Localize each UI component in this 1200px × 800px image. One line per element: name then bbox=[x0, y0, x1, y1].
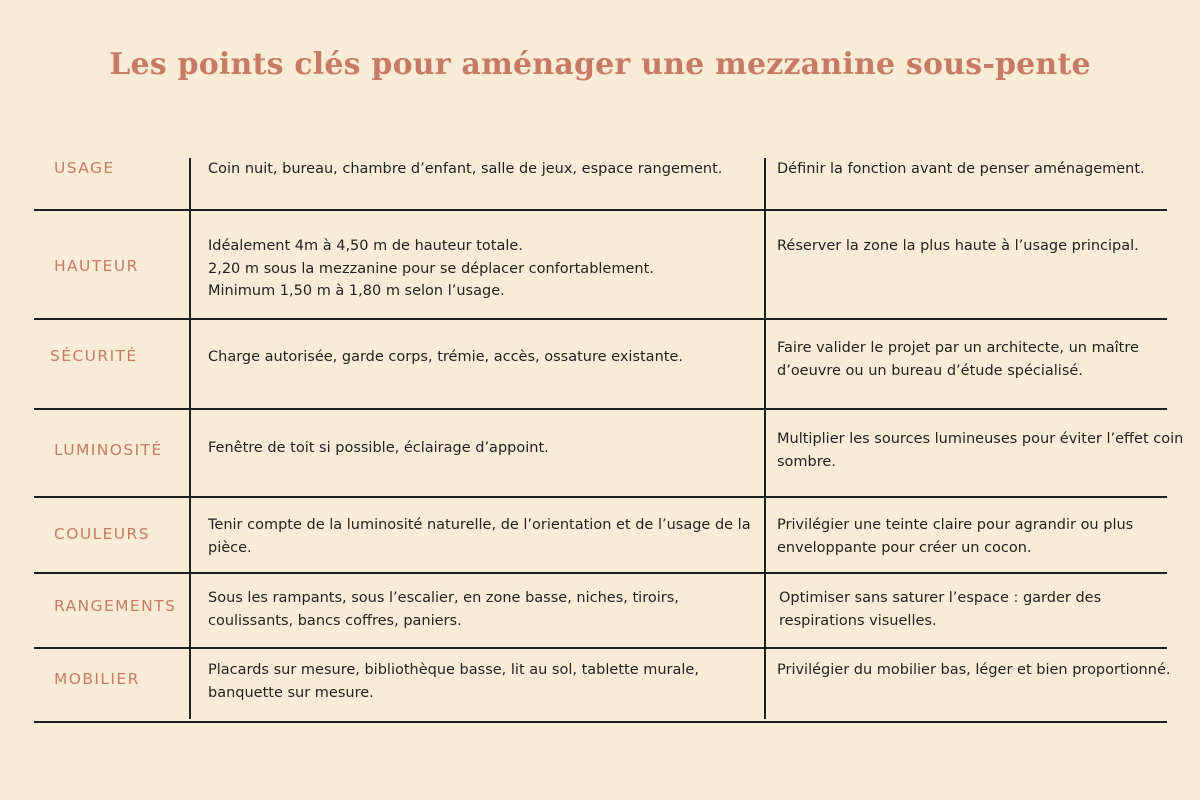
row-separator bbox=[34, 647, 1167, 649]
row-securite-advice: Faire valider le projet par un architecte, un maître d’oeuvre ou un bureau d’étude spécialisé. bbox=[777, 340, 1139, 379]
row-label-luminosite: LUMINOSITÉ bbox=[54, 441, 163, 459]
row-usage-description: Coin nuit, bureau, chambre d’enfant, salle de jeux, espace rangement. bbox=[208, 161, 723, 177]
page-title: Les points clés pour aménager une mezzanine sous-pente bbox=[109, 47, 1091, 82]
row-label-mobilier: MOBILIER bbox=[54, 670, 140, 688]
row-separator bbox=[34, 572, 1167, 574]
row-label-rangements: RANGEMENTS bbox=[54, 597, 177, 615]
row-luminosite-description: Fenêtre de toit si possible, éclairage d’appoint. bbox=[208, 440, 549, 456]
row-rangements-description: Sous les rampants, sous l’escalier, en zone basse, niches, tiroirs, coulissants, bancs coffres, paniers. bbox=[208, 590, 679, 629]
row-label-usage: USAGE bbox=[54, 159, 115, 177]
row-separator bbox=[34, 209, 1167, 211]
row-separator bbox=[34, 496, 1167, 498]
row-hauteur-advice: Réserver la zone la plus haute à l’usage principal. bbox=[777, 238, 1139, 254]
row-hauteur-line: 2,20 m sous la mezzanine pour se déplacer confortablement. bbox=[208, 260, 654, 277]
row-label-securite: SÉCURITÉ bbox=[50, 347, 138, 365]
row-separator bbox=[34, 408, 1167, 410]
row-hauteur-line: Minimum 1,50 m à 1,80 m selon l’usage. bbox=[208, 283, 505, 299]
row-rangements-advice: Optimiser sans saturer l’espace : garder des respirations visuelles. bbox=[779, 590, 1102, 629]
row-separator bbox=[34, 721, 1167, 723]
row-hauteur-line: Idéalement 4m à 4,50 m de hauteur totale. bbox=[208, 238, 523, 254]
column-divider-1 bbox=[189, 158, 191, 719]
row-hauteur-description bbox=[208, 235, 753, 303]
row-separator bbox=[34, 318, 1167, 320]
row-securite-description: Charge autorisée, garde corps, trémie, accès, ossature existante. bbox=[208, 349, 683, 365]
row-mobilier-description: Placards sur mesure, bibliothèque basse, lit au sol, tablette murale, banquette sur mesure. bbox=[208, 662, 699, 701]
row-couleurs-advice: Privilégier une teinte claire pour agrandir ou plus enveloppante pour créer un cocon. bbox=[777, 517, 1134, 556]
row-usage-advice: Définir la fonction avant de penser aménagement. bbox=[777, 161, 1145, 177]
column-divider-2 bbox=[764, 158, 766, 719]
row-mobilier-advice: Privilégier du mobilier bas, léger et bien proportionné. bbox=[777, 662, 1171, 678]
row-luminosite-advice: Multiplier les sources lumineuses pour éviter l’effet coin sombre. bbox=[777, 431, 1184, 470]
row-couleurs-description: Tenir compte de la luminosité naturelle, de l’orientation et de l’usage de la pièce. bbox=[208, 517, 751, 556]
row-label-couleurs: COULEURS bbox=[54, 525, 150, 543]
row-label-hauteur: HAUTEUR bbox=[54, 257, 139, 275]
